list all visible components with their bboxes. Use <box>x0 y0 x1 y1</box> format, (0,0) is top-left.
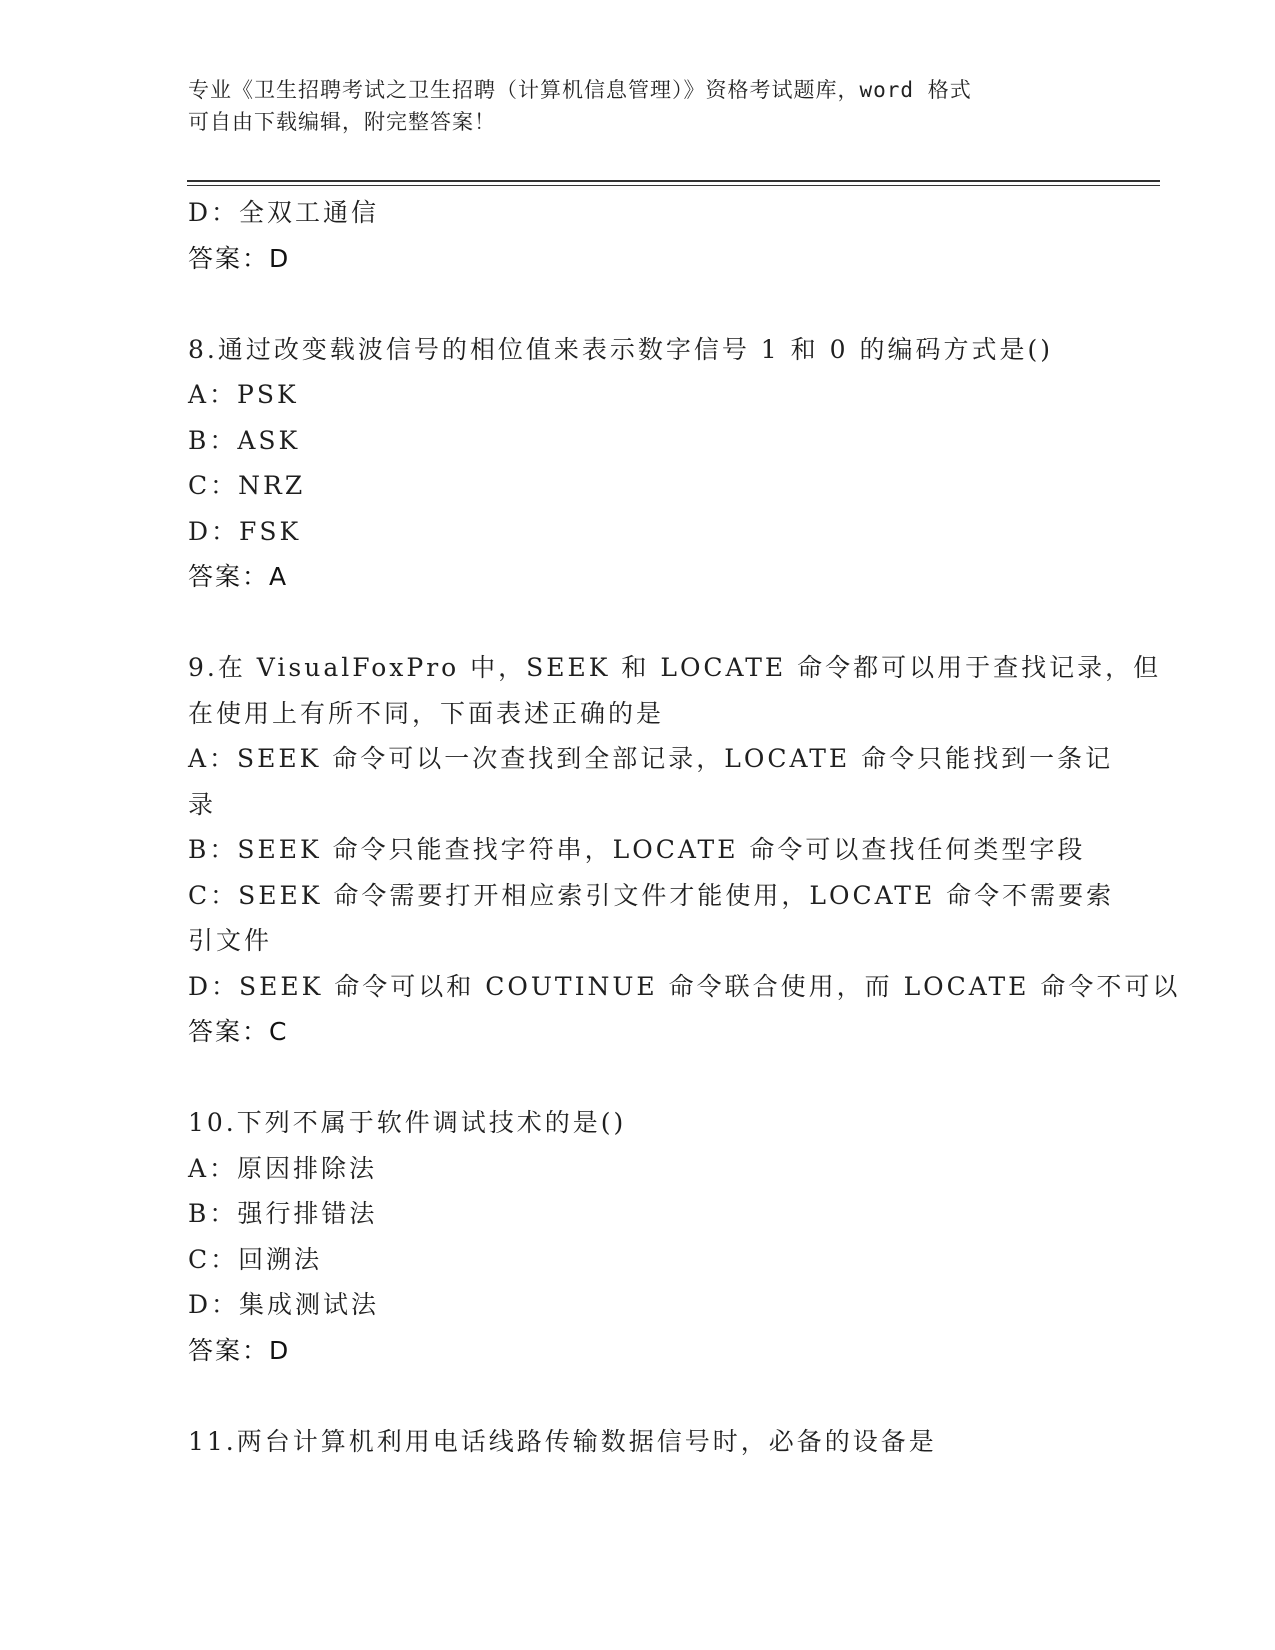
question-8 <box>188 327 1088 600</box>
option-a: A：原因排除法 <box>188 1153 378 1183</box>
header-divider-thin <box>187 185 1160 186</box>
answer-line: 答案：A <box>188 562 289 591</box>
option-a: A：PSK <box>188 380 299 409</box>
answer-line: 答案：C <box>188 1017 289 1046</box>
option-c-line-1: C：SEEK 命令需要打开相应索引文件才能使用，LOCATE 命令不需要索 <box>188 880 1115 910</box>
question-stem-line-2: 在使用上有所不同，下面表述正确的是 <box>188 698 665 728</box>
document-body <box>188 190 1181 1464</box>
previous-question-tail <box>188 190 1088 281</box>
question-stem: 8.通过改变载波信号的相位值来表示数字信号 1 和 0 的编码方式是() <box>188 334 1053 364</box>
question-stem: 11.两台计算机利用电话线路传输数据信号时，必备的设备是 <box>188 1426 937 1456</box>
spacer <box>188 281 1088 327</box>
option-b: B：ASK <box>188 425 301 455</box>
question-10 <box>188 1100 1088 1373</box>
header-divider-thick <box>187 180 1160 182</box>
question-9 <box>188 645 1181 1055</box>
question-stem-line-1: 9.在 VisualFoxPro 中，SEEK 和 LOCATE 命令都可以用于查找记录，但 <box>188 653 1162 682</box>
option-d: D：全双工通信 <box>188 198 380 227</box>
question-11 <box>188 1419 1088 1465</box>
document-header <box>188 74 1068 138</box>
spacer <box>188 1055 1088 1101</box>
option-a-line-2: 录 <box>188 789 217 819</box>
answer-line: 答案：D <box>188 1335 291 1365</box>
spacer <box>188 1373 1088 1419</box>
question-stem: 10.下列不属于软件调试技术的是() <box>188 1108 627 1137</box>
option-a-line-1: A：SEEK 命令可以一次查找到全部记录，LOCATE 命令只能找到一条记 <box>188 744 1114 773</box>
spacer <box>188 600 1088 646</box>
header-line-2: 可自由下载编辑，附完整答案！ <box>188 110 496 134</box>
option-d: D：FSK <box>188 516 302 546</box>
option-d: D：集成测试法 <box>188 1290 380 1319</box>
option-c: C：回溯法 <box>188 1244 323 1274</box>
option-b: B：强行排错法 <box>188 1199 378 1228</box>
header-line-1: 专业《卫生招聘考试之卫生招聘（计算机信息管理）》资格考试题库，word 格式 <box>188 78 972 102</box>
option-c: C：NRZ <box>188 471 306 500</box>
option-c-line-2: 引文件 <box>188 926 273 955</box>
option-b: B：SEEK 命令只能查找字符串，LOCATE 命令可以查找任何类型字段 <box>188 835 1086 864</box>
option-d: D：SEEK 命令可以和 COUTINUE 命令联合使用，而 LOCATE 命令不可以 <box>188 971 1181 1001</box>
answer-line: 答案：D <box>188 243 291 273</box>
